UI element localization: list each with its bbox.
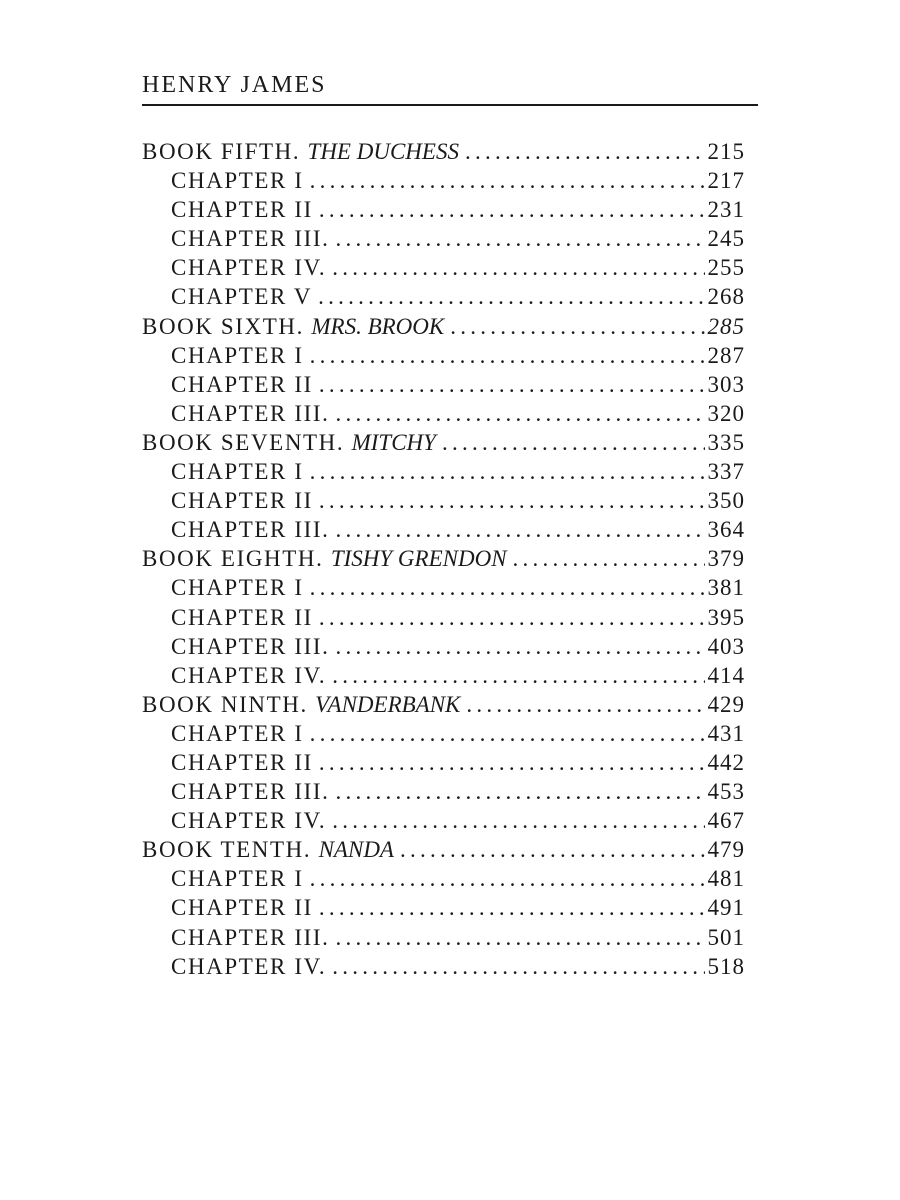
chapter-label (171, 343, 304, 369)
chapter-label (171, 488, 313, 514)
page-number: 245 (707, 226, 745, 252)
toc-book-entry (142, 546, 745, 575)
dot-leader (329, 779, 705, 805)
dot-leader (304, 866, 705, 892)
book-subtitle: NANDA (318, 837, 394, 863)
entry-title: CHAPTER III. (171, 924, 330, 950)
entry-title: CHAPTER V (171, 284, 313, 310)
chapter-label (171, 255, 326, 281)
dot-leader (329, 925, 705, 951)
entry-title: BOOK SEVENTH. (142, 429, 345, 455)
toc-chapter-entry (142, 168, 745, 197)
dot-leader (329, 517, 705, 543)
toc-chapter-entry (142, 925, 745, 954)
book-subtitle: TISHY GRENDON (330, 546, 507, 572)
page-number: 479 (707, 837, 745, 863)
page-number: 414 (707, 662, 745, 688)
book-label (142, 314, 444, 340)
toc-book-entry (142, 430, 745, 459)
chapter-label (171, 284, 312, 310)
dot-leader (304, 459, 705, 485)
entry-title: CHAPTER I (171, 168, 304, 194)
chapter-label (171, 721, 304, 747)
dot-leader (507, 546, 705, 572)
page-number: 453 (707, 779, 745, 805)
page-number: 481 (707, 866, 745, 892)
dot-leader (444, 314, 705, 340)
chapter-label (171, 605, 313, 631)
page-number: 403 (707, 633, 745, 659)
chapter-label (171, 634, 329, 660)
page-number: 467 (707, 808, 745, 834)
dot-leader (313, 605, 705, 631)
chapter-label (171, 401, 329, 427)
dot-leader (313, 895, 705, 921)
entry-title: BOOK SIXTH. (142, 313, 304, 339)
page-number: 255 (707, 255, 745, 281)
entry-title: CHAPTER I (171, 459, 304, 485)
page-number: 303 (707, 371, 745, 397)
chapter-label (171, 517, 329, 543)
book-label (142, 546, 507, 572)
page-number: 364 (707, 517, 745, 543)
book-subtitle: MRS. BROOK (311, 313, 445, 339)
toc-chapter-entry (142, 663, 745, 692)
chapter-label (171, 808, 326, 834)
dot-leader (459, 139, 705, 165)
toc-chapter-entry (142, 575, 745, 604)
chapter-label (171, 663, 326, 689)
page-number: 268 (707, 284, 745, 310)
dot-leader (329, 634, 705, 660)
book-subtitle: VANDERBANK (315, 691, 461, 717)
page-number: 217 (707, 168, 745, 194)
dot-leader (304, 168, 705, 194)
toc-chapter-entry (142, 808, 745, 837)
book-subtitle: THE DUCHESS (307, 139, 459, 164)
toc-chapter-entry (142, 954, 745, 983)
page-number: 379 (707, 546, 745, 572)
toc-book-entry (142, 139, 745, 168)
dot-leader (313, 488, 705, 514)
toc-book-entry (142, 692, 745, 721)
entry-title: CHAPTER III. (171, 400, 330, 426)
toc-chapter-entry (142, 866, 745, 895)
toc-chapter-entry (142, 488, 745, 517)
toc-chapter-entry (142, 226, 745, 255)
toc-chapter-entry (142, 517, 745, 546)
page-number: 285 (707, 313, 745, 339)
toc-chapter-entry (142, 343, 745, 372)
entry-title: CHAPTER II (171, 895, 313, 921)
toc-chapter-entry (142, 459, 745, 488)
toc-chapter-entry (142, 284, 745, 313)
page-number: 491 (707, 895, 745, 921)
toc-chapter-entry (142, 197, 745, 226)
page-number: 429 (707, 691, 745, 717)
dot-leader (394, 837, 705, 863)
toc-chapter-entry (142, 750, 745, 779)
toc-chapter-entry (142, 605, 745, 634)
toc-chapter-entry (142, 634, 745, 663)
entry-title: CHAPTER III. (171, 226, 330, 252)
book-label (142, 430, 436, 456)
toc-chapter-entry (142, 255, 745, 284)
entry-title: CHAPTER II (171, 197, 313, 223)
dot-leader (329, 226, 705, 252)
dot-leader (326, 954, 705, 980)
entry-title: CHAPTER I (171, 720, 304, 746)
page-number: 431 (707, 720, 745, 746)
chapter-label (171, 895, 313, 921)
toc-chapter-entry (142, 721, 745, 750)
dot-leader (313, 750, 705, 776)
entry-title: CHAPTER II (171, 604, 313, 630)
entry-title: CHAPTER I (171, 866, 304, 892)
dot-leader (304, 721, 705, 747)
chapter-label (171, 779, 329, 805)
table-of-contents (142, 139, 745, 983)
dot-leader (326, 808, 705, 834)
dot-leader (326, 663, 705, 689)
chapter-label (171, 197, 313, 223)
toc-chapter-entry (142, 401, 745, 430)
page-number: 518 (707, 953, 745, 979)
chapter-label (171, 750, 313, 776)
entry-title: CHAPTER I (171, 575, 304, 601)
entry-title: CHAPTER IV. (171, 255, 327, 281)
toc-chapter-entry (142, 372, 745, 401)
entry-title: CHAPTER II (171, 371, 313, 397)
entry-title: CHAPTER II (171, 488, 313, 514)
chapter-label (171, 168, 304, 194)
book-label (142, 692, 460, 718)
running-title: HENRY JAMES (142, 72, 327, 98)
chapter-label (171, 925, 329, 951)
chapter-label (171, 866, 304, 892)
entry-title: BOOK EIGHTH. (142, 546, 324, 572)
dot-leader (313, 197, 705, 223)
entry-title: CHAPTER IV. (171, 662, 327, 688)
page-number: 381 (707, 575, 745, 601)
entry-title: CHAPTER I (171, 342, 304, 368)
page-number: 215 (707, 139, 745, 164)
entry-title: CHAPTER II (171, 749, 313, 775)
page-number: 231 (707, 197, 745, 223)
running-header (142, 70, 758, 106)
chapter-label (171, 575, 304, 601)
toc-chapter-entry (142, 895, 745, 924)
entry-title: BOOK TENTH. (142, 837, 312, 863)
page-number: 337 (707, 459, 745, 485)
dot-leader (304, 343, 705, 369)
chapter-label (171, 954, 326, 980)
page-number: 442 (707, 749, 745, 775)
entry-title: BOOK NINTH. (142, 691, 308, 717)
entry-title: CHAPTER III. (171, 779, 330, 805)
toc-book-entry (142, 837, 745, 866)
page-number: 395 (707, 604, 745, 630)
chapter-label (171, 372, 313, 398)
book-label (142, 837, 394, 863)
book-label (142, 139, 459, 165)
dot-leader (326, 255, 705, 281)
dot-leader (329, 401, 705, 427)
dot-leader (313, 372, 705, 398)
entry-title: CHAPTER III. (171, 517, 330, 543)
toc-book-entry (142, 314, 745, 343)
entry-title: CHAPTER III. (171, 633, 330, 659)
dot-leader (436, 430, 705, 456)
page-number: 287 (707, 342, 745, 368)
book-subtitle: MITCHY (351, 429, 436, 455)
dot-leader (304, 575, 705, 601)
page-number: 335 (707, 429, 745, 455)
entry-title: CHAPTER IV. (171, 953, 327, 979)
page-number: 320 (707, 400, 745, 426)
page-number: 501 (707, 924, 745, 950)
dot-leader (312, 284, 705, 310)
entry-title: BOOK FIFTH. (142, 139, 301, 164)
entry-title: CHAPTER IV. (171, 808, 327, 834)
chapter-label (171, 226, 329, 252)
page-number: 350 (707, 488, 745, 514)
toc-chapter-entry (142, 779, 745, 808)
chapter-label (171, 459, 304, 485)
dot-leader (460, 692, 705, 718)
